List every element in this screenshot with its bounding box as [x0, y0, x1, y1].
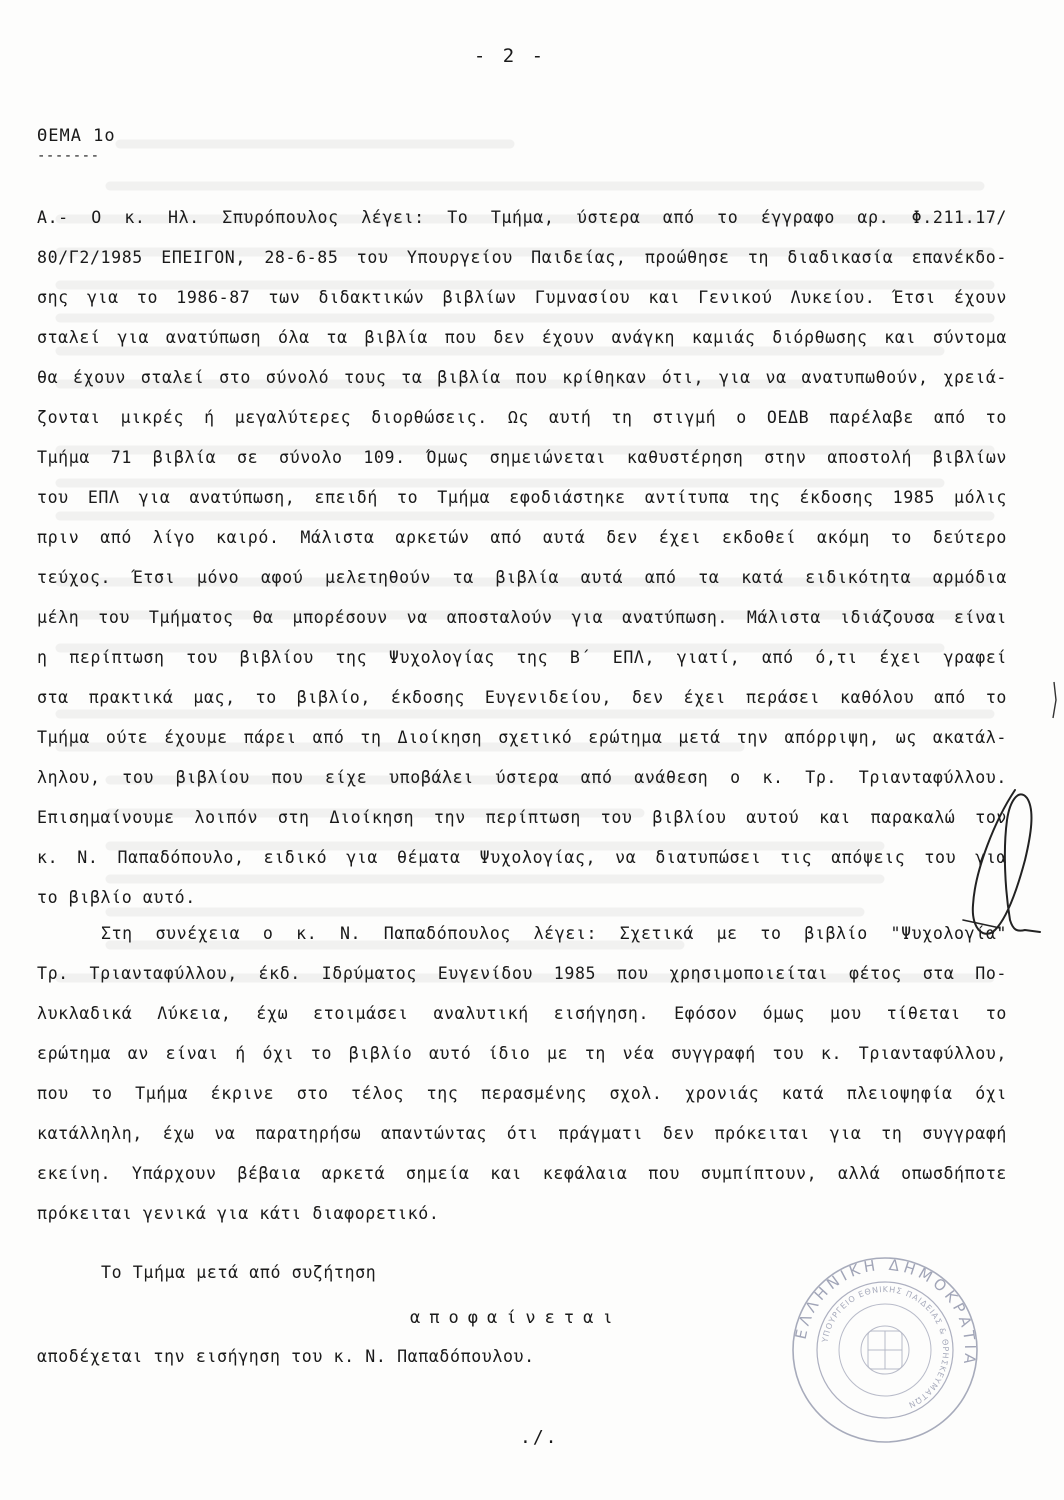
- paragraph-line: η περίπτωση του βιβλίου της Ψυχολογίας της Β΄ ΕΠΛ, γιατί, από ό,τι έχει γραφεί: [37, 648, 1007, 667]
- paragraph-line: λυκλαδικά Λύκεια, έχω ετοιμάσει αναλυτική εισήγηση. Εφόσον όμως μου τίθεται το: [37, 1004, 1007, 1023]
- paragraph-line: σταλεί για ανατύπωση όλα τα βιβλία που δεν έχουν ανάγκη καμιάς διόρθωσης και σύντομα: [37, 328, 1007, 347]
- paragraph-line: τεύχος. Έτσι μόνο αφού μελετηθούν τα βιβλία αυτά από τα κατά ειδικότητα αρμόδια: [37, 568, 1007, 587]
- paragraph-line: σης για το 1986-87 των διδακτικών βιβλίων Γυμνασίου και Γενικού Λυκείου. Έτσι έχουν: [37, 288, 1007, 307]
- paragraph-line-text: Στη συνέχεια ο κ. Ν. Παπαδόπουλος λέγει: Σχετικά με το βιβλίο "Ψυχολογία": [101, 924, 1007, 943]
- paragraph-line: πριν από λίγο καιρό. Μάλιστα αρκετών από αυτά δεν έχει εκδοθεί ακόμη το δεύτερο: [37, 528, 1007, 547]
- paragraph-line: το βιβλίο αυτό.: [37, 888, 196, 907]
- seal-outer-text: ΕΛΛΗΝΙΚΗ ΔΗΜΟΚΡΑΤΙΑ: [791, 1255, 980, 1369]
- section-heading: ΘΕΜΑ 1ο: [37, 126, 116, 146]
- paragraph-b: [37, 914, 1007, 1234]
- edge-mark: [1048, 680, 1060, 720]
- paragraph-line: 80/Γ2/1985 ΕΠΕΙΓΟΝ, 28-6-85 του Υπουργείου Παιδείας, προώθησε τη διαδικασία επανέκδο-: [37, 248, 1007, 267]
- official-seal: [790, 1255, 980, 1445]
- paragraph-line: που το Τμήμα έκρινε στο τέλος της περασμένης σχολ. χρονιάς κατά πλειοψηφία όχι: [37, 1084, 1007, 1103]
- paragraph-line: Επισημαίνουμε λοιπόν στη Διοίκηση την περίπτωση του βιβλίου αυτού και παρακαλώ τον: [37, 808, 1007, 827]
- page-number: - 2 -: [473, 45, 547, 67]
- paragraph-line: θα έχουν σταλεί στο σύνολό τους τα βιβλία που κρίθηκαν ότι, για να ανατυπωθούν, χρειά-: [37, 368, 1007, 387]
- paragraph-line: ζονται μικρές ή μεγαλύτερες διορθώσεις. Ως αυτή τη στιγμή ο ΟΕΔΒ παρέλαβε από το: [37, 408, 1007, 427]
- paragraph-line: ληλου, του βιβλίου που είχε υποβάλει ύστερα από ανάθεση ο κ. Τρ. Τριανταφύλλου.: [37, 768, 1007, 787]
- paragraph-line-text: Το Τμήμα μετά από συζήτηση: [101, 1263, 377, 1282]
- paragraph-line: κατάλληλη, έχω να παρατηρήσω απαντώντας ότι πράγματι δεν πρόκειται για τη συγγραφή: [37, 1124, 1007, 1143]
- decision-label: αποφαίνεται: [410, 1308, 622, 1328]
- paragraph-line: Τμήμα 71 βιβλία σε σύνολο 109. Όμως σημειώνεται καθυστέρηση στην αποστολή βιβλίων: [37, 448, 1007, 467]
- paragraph-line-indented: [37, 914, 1007, 954]
- paragraph-line: κ. Ν. Παπαδόπουλο, ειδικό για θέματα Ψυχολογίας, να διατυπώσει τις απόψεις του για: [37, 848, 1007, 867]
- decision-text: αποδέχεται την εισήγηση του κ. Ν. Παπαδόπουλου.: [37, 1347, 535, 1366]
- paragraph-line: μέλη του Τμήματος θα μπορέσουν να αποσταλούν για ανατύπωση. Μάλιστα ιδιάζουσα είναι: [37, 608, 1007, 627]
- paragraph-line: πρόκειται γενικά για κάτι διαφορετικό.: [37, 1204, 440, 1223]
- paragraph-line: Τρ. Τριανταφύλλου, έκδ. Ιδρύματος Ευγενίδου 1985 που χρησιμοποιείται φέτος στα Πο-: [37, 964, 1007, 983]
- handwritten-signature: [955, 780, 1045, 950]
- paragraph-line: Α.- Ο κ. Ηλ. Σπυρόπουλος λέγει: Το Τμήμα, ύστερα από το έγγραφο αρ. Φ.211.17/: [37, 208, 1007, 227]
- section-heading-underline: -------: [37, 148, 100, 164]
- paragraph-line: εκείνη. Υπάρχουν βέβαια αρκετά σημεία και κεφάλαια που συμπίπτουν, αλλά οπωσδήποτε: [37, 1164, 1007, 1183]
- continuation-mark: ./.: [520, 1427, 559, 1448]
- paragraph-line: του ΕΠΛ για ανατύπωση, επειδή το Τμήμα εφοδιάστηκε αντίτυπα της έκδοσης 1985 μόλις: [37, 488, 1007, 507]
- paragraph-line: Τμήμα ούτε έχουμε πάρει από τη Διοίκηση σχετικό ερώτημα μετά την απόρριψη, ως ακατάλ-: [37, 728, 1007, 747]
- seal-inner-text: ΥΠΟΥΡΓΕΙΟ ΕΘΝΙΚΗΣ ΠΑΙΔΕΙΑΣ & ΘΡΗΣΚΕΥΜΑΤΩΝ: [820, 1284, 951, 1410]
- paragraph-line: ερώτημα αν είναι ή όχι το βιβλίο αυτό ίδιο με τη νέα συγγραφή του κ. Τριανταφύλλου,: [37, 1044, 1007, 1063]
- paragraph-a: [37, 198, 1007, 918]
- paragraph-line: στα πρακτικά μας, το βιβλίο, έκδοσης Ευγενιδείου, δεν έχει περάσει καθόλου από το: [37, 688, 1007, 707]
